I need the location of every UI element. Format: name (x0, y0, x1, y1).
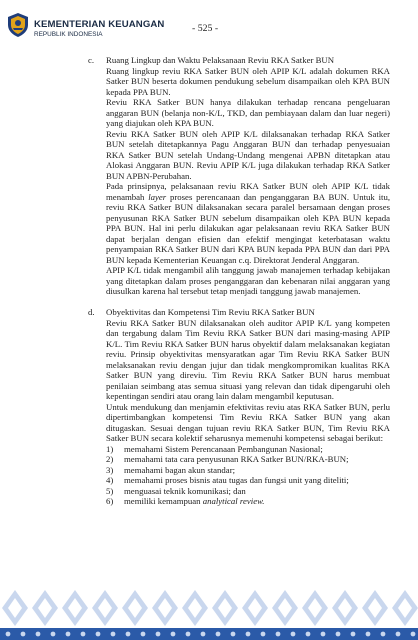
list-item-number: 4) (106, 475, 114, 486)
section-title: Obyektivitas dan Kompetensi Tim Reviu RKA Satker BUN (106, 307, 315, 318)
document-body (88, 55, 390, 507)
italic-term: layer (148, 191, 167, 202)
text-run: Reviu RKA Satker BUN hanya dilakukan terhadap rencana pengeluaran anggaran BUN (belanja non-K/L, TKD, dan pembiayaan dalam dan luar negeri) yang diajukan oleh KPA BUN. (106, 97, 390, 128)
footer-dot (51, 632, 56, 637)
text-run: Ruang lingkup reviu RKA Satker BUN oleh APIP K/L adalah dokumen RKA Satker BUN beserta dokumen pendukung sebelum disampaikan oleh KPA BUN kepada PPA BUN. (106, 65, 390, 97)
footer-dot (276, 632, 281, 637)
footer-dot (231, 632, 236, 637)
italic-term: analytical review. (202, 496, 265, 507)
footer-dot (201, 632, 206, 637)
text-run: APIP K/L tidak mengambil alih tanggung jawab manajemen terhadap kebijakan yang ditetapkan dalam proses penganggaran dan kebenaran nilai anggaran yang diusulkan karena hal tersebut tetap menjadi tanggung jawab manajemen. (106, 265, 390, 296)
paragraph (106, 66, 390, 98)
footer-dot (81, 632, 86, 637)
footer-dot (66, 632, 71, 637)
section-d (88, 307, 390, 507)
list-item-number: 3) (106, 464, 114, 475)
footer-dot (366, 632, 371, 637)
list-item-number: 2) (106, 454, 114, 465)
footer-dot (156, 632, 161, 637)
paragraph (106, 97, 390, 129)
list-item-number: 1) (106, 443, 114, 454)
section-gap (88, 297, 390, 308)
list-item (106, 496, 390, 507)
page-number: - 525 - (192, 23, 219, 34)
footer-dot (396, 632, 401, 637)
list-item (106, 444, 390, 455)
ministry-emblem-icon (6, 12, 30, 38)
text-run: proses perencanaan dan penganggaran BA BUN. Untuk itu, reviu RKA Satker BUN dilaksanakan secara paralel bersamaan dengan proses penyusunan RKA Satker BUN sebelum disampaikan oleh KPA BUN kepada PPA BUN. Hal ini perlu dilakukan agar pelaksanaan reviu RKA Satker BUN dapat berjalan dengan efisien dan efektif mengingat keterbatasan waktu penyampaian RKA Satker BUN dari KPA BUN kepada PPA BUN dan dari PPA BUN kepada Kementerian Keuangan c.q. Direktorat Jenderal Anggaran. (106, 191, 391, 265)
footer-dot (21, 632, 26, 637)
text-run: menguasai teknik komunikasi; dan (124, 485, 246, 496)
page-header (0, 0, 418, 50)
text-run: memahami tata cara penyusunan RKA Satker BUN/RKA-BUN; (124, 454, 349, 465)
section-c-paragraphs (106, 66, 390, 297)
section-d-paragraphs (106, 318, 390, 444)
footer-dot (321, 632, 326, 637)
footer-dot (351, 632, 356, 637)
footer-dot (126, 632, 131, 637)
footer-dot (141, 632, 146, 637)
paragraph (106, 129, 390, 182)
section-title: Ruang Lingkup dan Waktu Pelaksanaan Reviu RKA Satker BUN (106, 55, 335, 65)
section-c (88, 55, 390, 297)
paragraph (106, 181, 390, 265)
footer-dot (291, 632, 296, 637)
list-item (106, 475, 390, 486)
footer-dot (381, 632, 386, 637)
paragraph (106, 402, 390, 444)
footer-dot (96, 632, 101, 637)
footer-dot (186, 632, 191, 637)
competency-list (106, 444, 390, 507)
footer-dot (306, 632, 311, 637)
ministry-name: KEMENTERIAN KEUANGAN (34, 19, 165, 30)
footer-dot (36, 632, 41, 637)
republic-name: REPUBLIK INDONESIA (34, 31, 103, 38)
footer-dot (6, 632, 11, 637)
list-item (106, 465, 390, 476)
text-run: Pada prinsipnya, pelaksanaan reviu RKA Satker BUN oleh APIP K/L tidak menambah (106, 181, 390, 202)
footer-dot (411, 632, 416, 637)
section-letter: c. (88, 55, 95, 65)
text-run: Reviu RKA Satker BUN dilaksanakan oleh auditor APIP K/L yang kompeten dan tergabung dalam Tim Reviu RKA Satker BUN dari masing-masing APIP K/L. Tim Reviu RKA Satker BUN harus obyektif dalam melaksanakan kegiatan reviu. Prinsip obyektivitas mensyaratkan agar Tim Reviu RKA Satker BUN melaksanakan reviu dengan jujur dan tidak mengkompromikan kualitas RKA Satker BUN yang direviu. Tim Reviu RKA Satker BUN harus membuat penilaian seimbang atas semua situasi yang relevan dan tidak dipengaruhi oleh kepentingan sendiri atau orang lain dalam mengambil keputusan. (106, 317, 390, 402)
footer-dot (216, 632, 221, 637)
list-item-number: 5) (106, 485, 114, 496)
text-run: memahami Sistem Perencanaan Pembangunan Nasional; (124, 443, 323, 454)
text-run: Untuk mendukung dan menjamin efektivitas reviu atas RKA Satker BUN, perlu dipertimbangkan kompetensi Tim Reviu RKA Satker BUN yang akan ditugaskan. Sesuai dengan tujuan reviu RKA Satker BUN, Tim Reviu RKA Satker BUN secara kolektif seharusnya memenuhi kompetensi sebagai berikut: (106, 401, 390, 444)
footer-dot (111, 632, 116, 637)
paragraph (106, 265, 390, 297)
text-run: memahami bagan akun standar; (124, 464, 236, 475)
footer-dot (171, 632, 176, 637)
footer-dot (261, 632, 266, 637)
list-item (106, 486, 390, 497)
section-letter: d. (88, 307, 95, 318)
text-run: Reviu RKA Satker BUN oleh APIP K/L dilaksanakan terhadap RKA Satker BUN setelah ditetapkannya Pagu Anggaran BUN dan terhadap penyesuaian RKA Satker BUN setelah Undang-Undang mengenai APBN ditetapkan atau Alokasi Anggaran BUN. Reviu APIP K/L juga dilakukan terhadap RKA Satker BUN APBN-Perubahan. (106, 128, 390, 181)
list-item-number: 6) (106, 496, 114, 507)
paragraph (106, 318, 390, 402)
footer-dot (246, 632, 251, 637)
text-run: memahami proses bisnis atau tugas dan fungsi unit yang diteliti; (124, 475, 349, 486)
footer-dot (336, 632, 341, 637)
text-run: memiliki kemampuan (124, 496, 203, 507)
footer-pattern (0, 578, 418, 640)
list-item (106, 454, 390, 465)
